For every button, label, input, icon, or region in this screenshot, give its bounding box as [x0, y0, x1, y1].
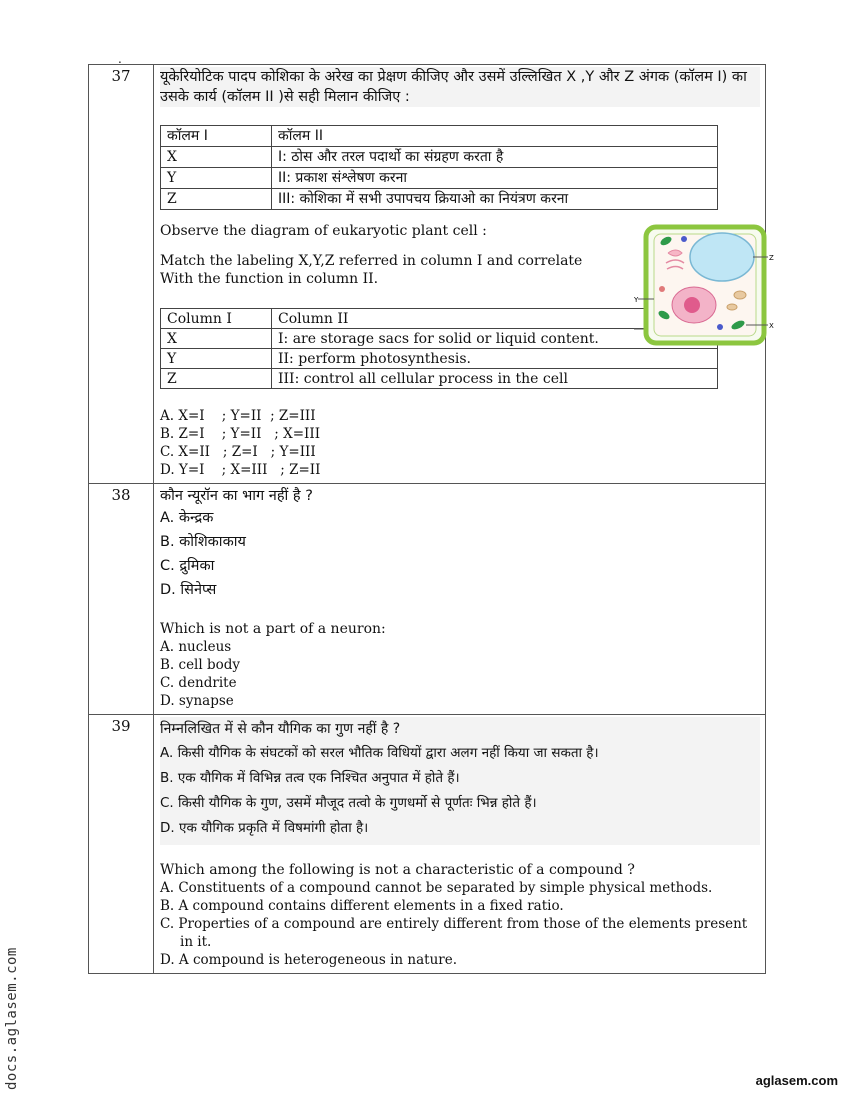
table-cell: II: perform photosynthesis. [272, 349, 718, 369]
option: C. किसी यौगिक के गुण, उसमें मौजूद तत्वो के गुणधर्मो से पूर्णतः भिन्न होते हैं। [160, 795, 537, 811]
vacuole [690, 233, 754, 281]
column-header: कॉलम II [272, 126, 718, 147]
label-z: Z [769, 254, 774, 262]
table-cell: III: कोशिका में सभी उपापचय क्रियाओ का नियंत्रण करना [272, 189, 718, 210]
label-y: Y [634, 296, 639, 304]
page-dot: . [118, 52, 122, 66]
option: A. X=I ; Y=II ; Z=III [160, 408, 316, 424]
question-body [154, 65, 774, 484]
question-text-english: Which is not a part of a neuron: [160, 621, 386, 637]
question-row-37 [89, 65, 766, 484]
table-cell: Y [161, 349, 272, 369]
column-header: Column I [161, 309, 272, 329]
question-body [154, 484, 766, 715]
option: C. द्रुमिका [160, 558, 215, 574]
option: A. किसी यौगिक के संघटकों को सरल भौतिक विधियों द्वारा अलग नहीं किया जा सकता है। [160, 745, 599, 761]
question-text-english: With the function in column II. [160, 271, 379, 287]
column-header: Column II [272, 309, 718, 329]
question-number: 37 [89, 65, 154, 484]
option: B. A compound contains different elements in a fixed ratio. [160, 898, 564, 914]
question-row-38 [89, 484, 766, 715]
match-table-hindi [160, 125, 718, 210]
table-cell: Y [161, 168, 272, 189]
question-number: 38 [89, 484, 154, 715]
option: D. synapse [160, 693, 234, 709]
question-text-english: Match the labeling X,Y,Z referred in column I and correlate [160, 253, 583, 269]
table-cell: X [161, 329, 272, 349]
vesicle [659, 286, 665, 292]
mitochondrion [734, 291, 746, 299]
ribosome [681, 236, 687, 242]
table-cell: I: are storage sacs for solid or liquid content. [272, 329, 718, 349]
watermark: docs.aglasem.com [4, 947, 20, 1090]
options-list [160, 879, 750, 969]
table-cell: Z [161, 189, 272, 210]
nucleolus [684, 297, 700, 313]
column-header: कॉलम I [161, 126, 272, 147]
table-cell: II: प्रकाश संश्लेषण करना [272, 168, 718, 189]
options-list [160, 407, 759, 479]
option: B. cell body [160, 657, 241, 673]
option: C. X=II ; Z=I ; Y=III [160, 444, 316, 460]
option: D. Y=I ; X=III ; Z=II [160, 462, 321, 478]
label-x: X [769, 322, 774, 330]
question-row-39 [89, 715, 766, 974]
ribosome [717, 324, 723, 330]
option: D. A compound is heterogeneous in nature. [160, 952, 458, 968]
question-text-hindi: निम्नलिखित में से कौन यौगिक का गुण नहीं है ? [160, 721, 401, 737]
question-body [154, 715, 766, 974]
option: C. dendrite [160, 675, 237, 691]
question-text-english: Observe the diagram of eukaryotic plant cell : [160, 223, 487, 239]
question-text-hindi: यूकेरियोटिक पादप कोशिका के अरेख का प्रेक्षण कीजिए और उसमें उल्लिखित X ,Y और Z अंगक (कॉलम I) का उसके कार्य (कॉलम II )से सही मिलान कीजिए : [160, 67, 760, 107]
option: C. Properties of a compound are entirely different from those of the elements present in it. [160, 916, 748, 950]
option: A. केन्द्रक [160, 510, 214, 526]
table-cell: X [161, 147, 272, 168]
option: A. Constituents of a compound cannot be separated by simple physical methods. [160, 880, 713, 896]
question-text-hindi: कौन न्यूरॉन का भाग नहीं है ? [160, 488, 313, 504]
option: B. कोशिकाकाय [160, 534, 246, 550]
question-text-english: Which among the following is not a characteristic of a compound ? [160, 862, 635, 878]
mitochondrion [727, 304, 737, 310]
table-cell: I: ठोस और तरल पदार्थो का संग्रहण करता है [272, 147, 718, 168]
option: B. Z=I ; Y=II ; X=III [160, 426, 321, 442]
option: A. nucleus [160, 639, 232, 655]
table-cell: III: control all cellular process in the cell [272, 369, 718, 389]
plant-cell-diagram [634, 223, 794, 347]
question-table [88, 64, 774, 974]
option: D. एक यौगिक प्रकृति में विषमांगी होता है। [160, 820, 369, 836]
hindi-block [160, 717, 760, 845]
option: D. सिनेप्स [160, 582, 217, 598]
option: B. एक यौगिक में विभिन्न तत्व एक निश्चित अनुपात में होते हैं। [160, 770, 460, 786]
table-cell: Z [161, 369, 272, 389]
footer-brand[interactable]: aglasem.com [755, 1073, 838, 1088]
question-number: 39 [89, 715, 154, 974]
options-list [160, 638, 759, 710]
